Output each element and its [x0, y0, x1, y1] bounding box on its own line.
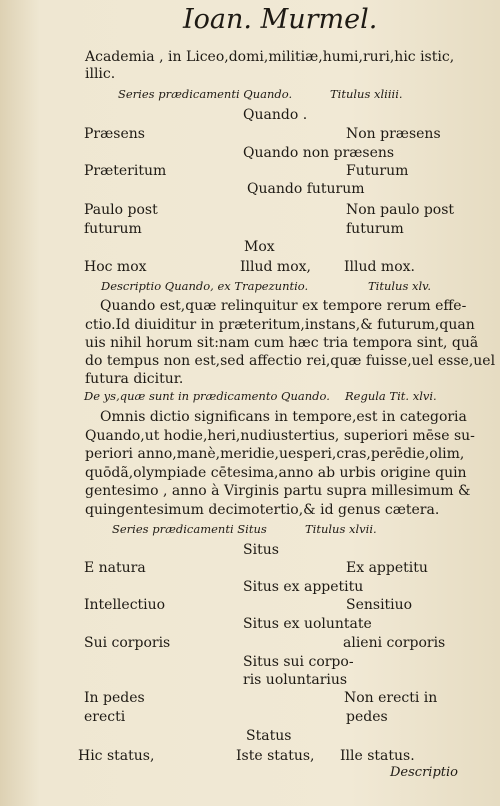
- section-number: Titulus xlvii.: [305, 522, 377, 536]
- table-cell: Illud mox.: [344, 259, 415, 275]
- table-cell: ris uoluntarius: [243, 672, 348, 688]
- table-cell: Non præsens: [346, 126, 441, 142]
- text-line: Quando est,quæ relinquitur ex tempore rerum effe-: [100, 298, 467, 314]
- table-cell: Præsens: [84, 126, 145, 142]
- text-line: illic.: [85, 66, 116, 82]
- text-line: uis nihil horum sit:nam cum hæc tria tempora sint, quã: [85, 335, 479, 351]
- text-line: Omnis dictio significans in tempore,est in categoria: [100, 409, 467, 425]
- text-line: futura dicitur.: [85, 371, 184, 387]
- table-cell: In pedes: [84, 690, 145, 706]
- text-line: ctio.Id diuiditur in præteritum,instans,& futurum,quan: [85, 317, 475, 333]
- section-title: Series prædicamenti Situs: [112, 522, 267, 536]
- table-cell: Præteritum: [84, 163, 167, 179]
- table-cell: pedes: [346, 709, 388, 725]
- section-number: Regula Tit. xlvi.: [345, 389, 437, 403]
- table-cell: Non erecti in: [344, 690, 438, 706]
- table-cell: Non paulo post: [346, 202, 455, 218]
- section-title: Descriptio Quando, ex Trapezuntio.: [101, 279, 309, 293]
- table-cell: Situs: [243, 542, 279, 558]
- text-line: periori anno,manè,meridie,uesperi,cras,perēdie,olim,: [85, 446, 465, 462]
- section-title: De ys,quæ sunt in prædicamento Quando.: [84, 389, 330, 403]
- table-cell: Hic status,: [78, 748, 155, 764]
- table-cell: Quando non præsens: [243, 145, 395, 161]
- running-head: Ioan. Murmel.: [183, 4, 378, 35]
- table-cell: Situs sui corpo-: [243, 654, 354, 670]
- text-line: do tempus non est,sed affectio rei,quæ fuisse,uel esse,uel: [85, 353, 496, 369]
- text-line: gentesimo , anno à Virginis partu supra millesimum &: [85, 483, 471, 499]
- table-cell: Paulo post: [84, 202, 158, 218]
- section-number: Titulus xlv.: [368, 279, 431, 293]
- table-cell: Sui corporis: [84, 635, 171, 651]
- table-cell: Situs ex uoluntate: [243, 616, 372, 632]
- text-line: quōdã,olympiade cētesima,anno ab urbis origine quin: [85, 465, 467, 481]
- table-cell: Futurum: [346, 163, 409, 179]
- table-cell: Ex appetitu: [346, 560, 428, 576]
- table-cell: Quando .: [243, 107, 308, 123]
- table-cell: Illud mox,: [240, 259, 311, 275]
- table-cell: Status: [246, 728, 292, 744]
- text-line: Quando,ut hodie,heri,nudiustertius, superiori mēse su-: [85, 428, 475, 444]
- table-cell: erecti: [84, 709, 126, 725]
- table-cell: Quando futurum: [247, 181, 365, 197]
- section-number: Titulus xliiii.: [330, 87, 403, 101]
- table-cell: Hoc mox: [84, 259, 147, 275]
- text-line: Academia , in Liceo,domi,militiæ,humi,ruri,hic istic,: [85, 49, 455, 65]
- table-cell: E natura: [84, 560, 146, 576]
- table-cell: Mox: [244, 239, 275, 255]
- table-cell: futurum: [84, 221, 142, 237]
- table-cell: futurum: [346, 221, 404, 237]
- table-cell: Sensitiuo: [346, 597, 413, 613]
- table-cell: Iste status,: [236, 748, 315, 764]
- table-cell: Ille status.: [340, 748, 415, 764]
- table-cell: Intellectiuo: [84, 597, 166, 613]
- table-cell: Situs ex appetitu: [243, 579, 364, 595]
- catchword: Descriptio: [390, 765, 458, 780]
- section-title: Series prædicamenti Quando.: [118, 87, 293, 101]
- text-line: quingentesimum decimotertio,& id genus cætera.: [85, 502, 440, 518]
- table-cell: alieni corporis: [343, 635, 446, 651]
